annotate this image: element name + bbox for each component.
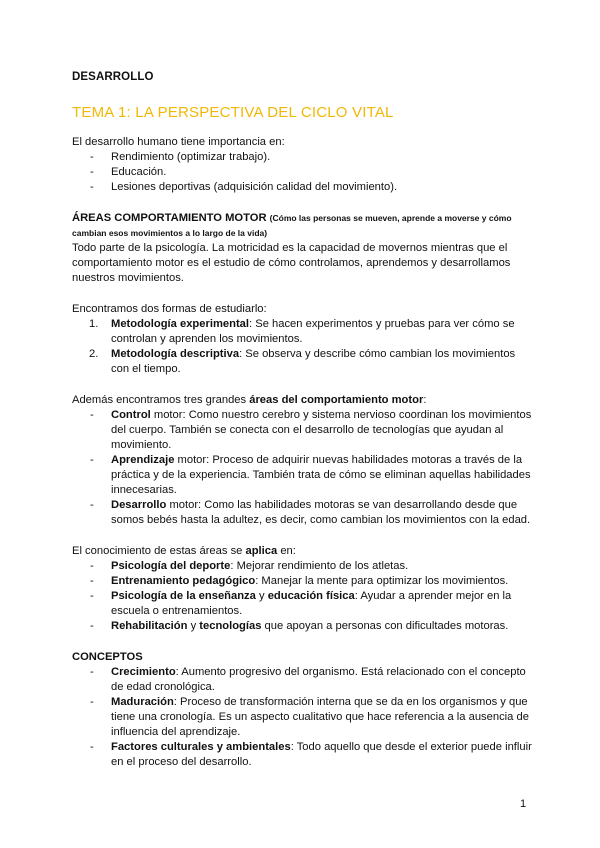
list-item: - Entrenamiento pedagógico: Manejar la mente para optimizar los movimientos.: [90, 575, 509, 587]
list-item: - Crecimiento: Aumento progresivo del organismo. Está relacionado con el concepto de edad cronológica.: [90, 666, 526, 693]
concepts-list: [72, 665, 532, 770]
list-item: - Psicología de la enseñanza y educación física: Ayudar a aprender mejor en la escuela o entrenamientos.: [90, 590, 512, 617]
document-body: [72, 135, 532, 770]
list-item: - Maduración: Proceso de transformación interna que se da en los organismos y que tiene una cronología. Es un aspecto cualitativo que hace referencia a la ausencia de influencia del aprendizaje.: [90, 696, 529, 738]
applications-intro: El conocimiento de estas áreas se aplica en:: [72, 545, 296, 557]
list-item: - Aprendizaje motor: Proceso de adquirir nuevas habilidades motoras a través de la práctica y de la experiencia. También trata de cómo se eliminan aquellas habilidades innecesarias.: [90, 454, 531, 496]
applications-list: [72, 559, 532, 634]
concepts-title: CONCEPTOS: [72, 651, 143, 663]
list-item: - Factores culturales y ambientales: Todo aquello que desde el exterior puede influir en el proceso del desarrollo.: [90, 741, 532, 768]
importance-list: [72, 150, 532, 195]
list-item: - Rendimiento (optimizar trabajo).: [90, 151, 271, 163]
list-item: - Desarrollo motor: Como las habilidades motoras se van desarrollando desde que somos bebés hasta la adultez, es decir, como cambian los movimientos con la edad.: [90, 499, 531, 526]
document-heading: DESARROLLO: [72, 71, 154, 83]
topic-title: TEMA 1: LA PERSPECTIVA DEL CICLO VITAL: [72, 104, 394, 121]
list-item: - Lesiones deportivas (adquisición calidad del movimiento).: [90, 181, 398, 193]
areas-section-title: ÁREAS COMPORTAMIENTO MOTOR: [72, 212, 267, 224]
intro-text: El desarrollo humano tiene importancia en:: [72, 136, 285, 148]
list-item: 1. Metodología experimental: Se hacen experimentos y pruebas para ver cómo se controlan y aprenden los movimientos.: [89, 318, 515, 345]
areas-title-line: [72, 211, 532, 241]
methods-list: [72, 317, 532, 377]
list-item: - Control motor: Como nuestro cerebro y sistema nervioso coordinan los movimientos del cuerpo. También se conecta con el desarrollo de tecnologías que ayudan al movimiento.: [90, 409, 532, 451]
page-number: 1: [520, 798, 527, 810]
methods-intro: Encontramos dos formas de estudiarlo:: [72, 303, 267, 315]
motor-areas-list: [72, 408, 532, 528]
list-item: - Rehabilitación y tecnologías que apoyan a personas con dificultades motoras.: [90, 620, 509, 632]
list-item: - Educación.: [90, 166, 167, 178]
areas-paragraph: Todo parte de la psicología. La motricidad es la capacidad de movernos mientras que el comportamiento motor es el estudio de cómo controlamos, aprendemos y desarrollamos nuestros movimientos.: [72, 242, 511, 284]
areas-note: (Cómo las personas se mueven, aprende a moverse y cómo cambian esos movimientos a lo largo de la vida): [72, 213, 512, 238]
list-item: - Psicología del deporte: Mejorar rendimiento de los atletas.: [90, 560, 409, 572]
three-areas-intro: Además encontramos tres grandes áreas del comportamiento motor:: [72, 394, 427, 406]
list-item: 2. Metodología descriptiva: Se observa y describe cómo cambian los movimientos con el tiempo.: [89, 348, 516, 375]
